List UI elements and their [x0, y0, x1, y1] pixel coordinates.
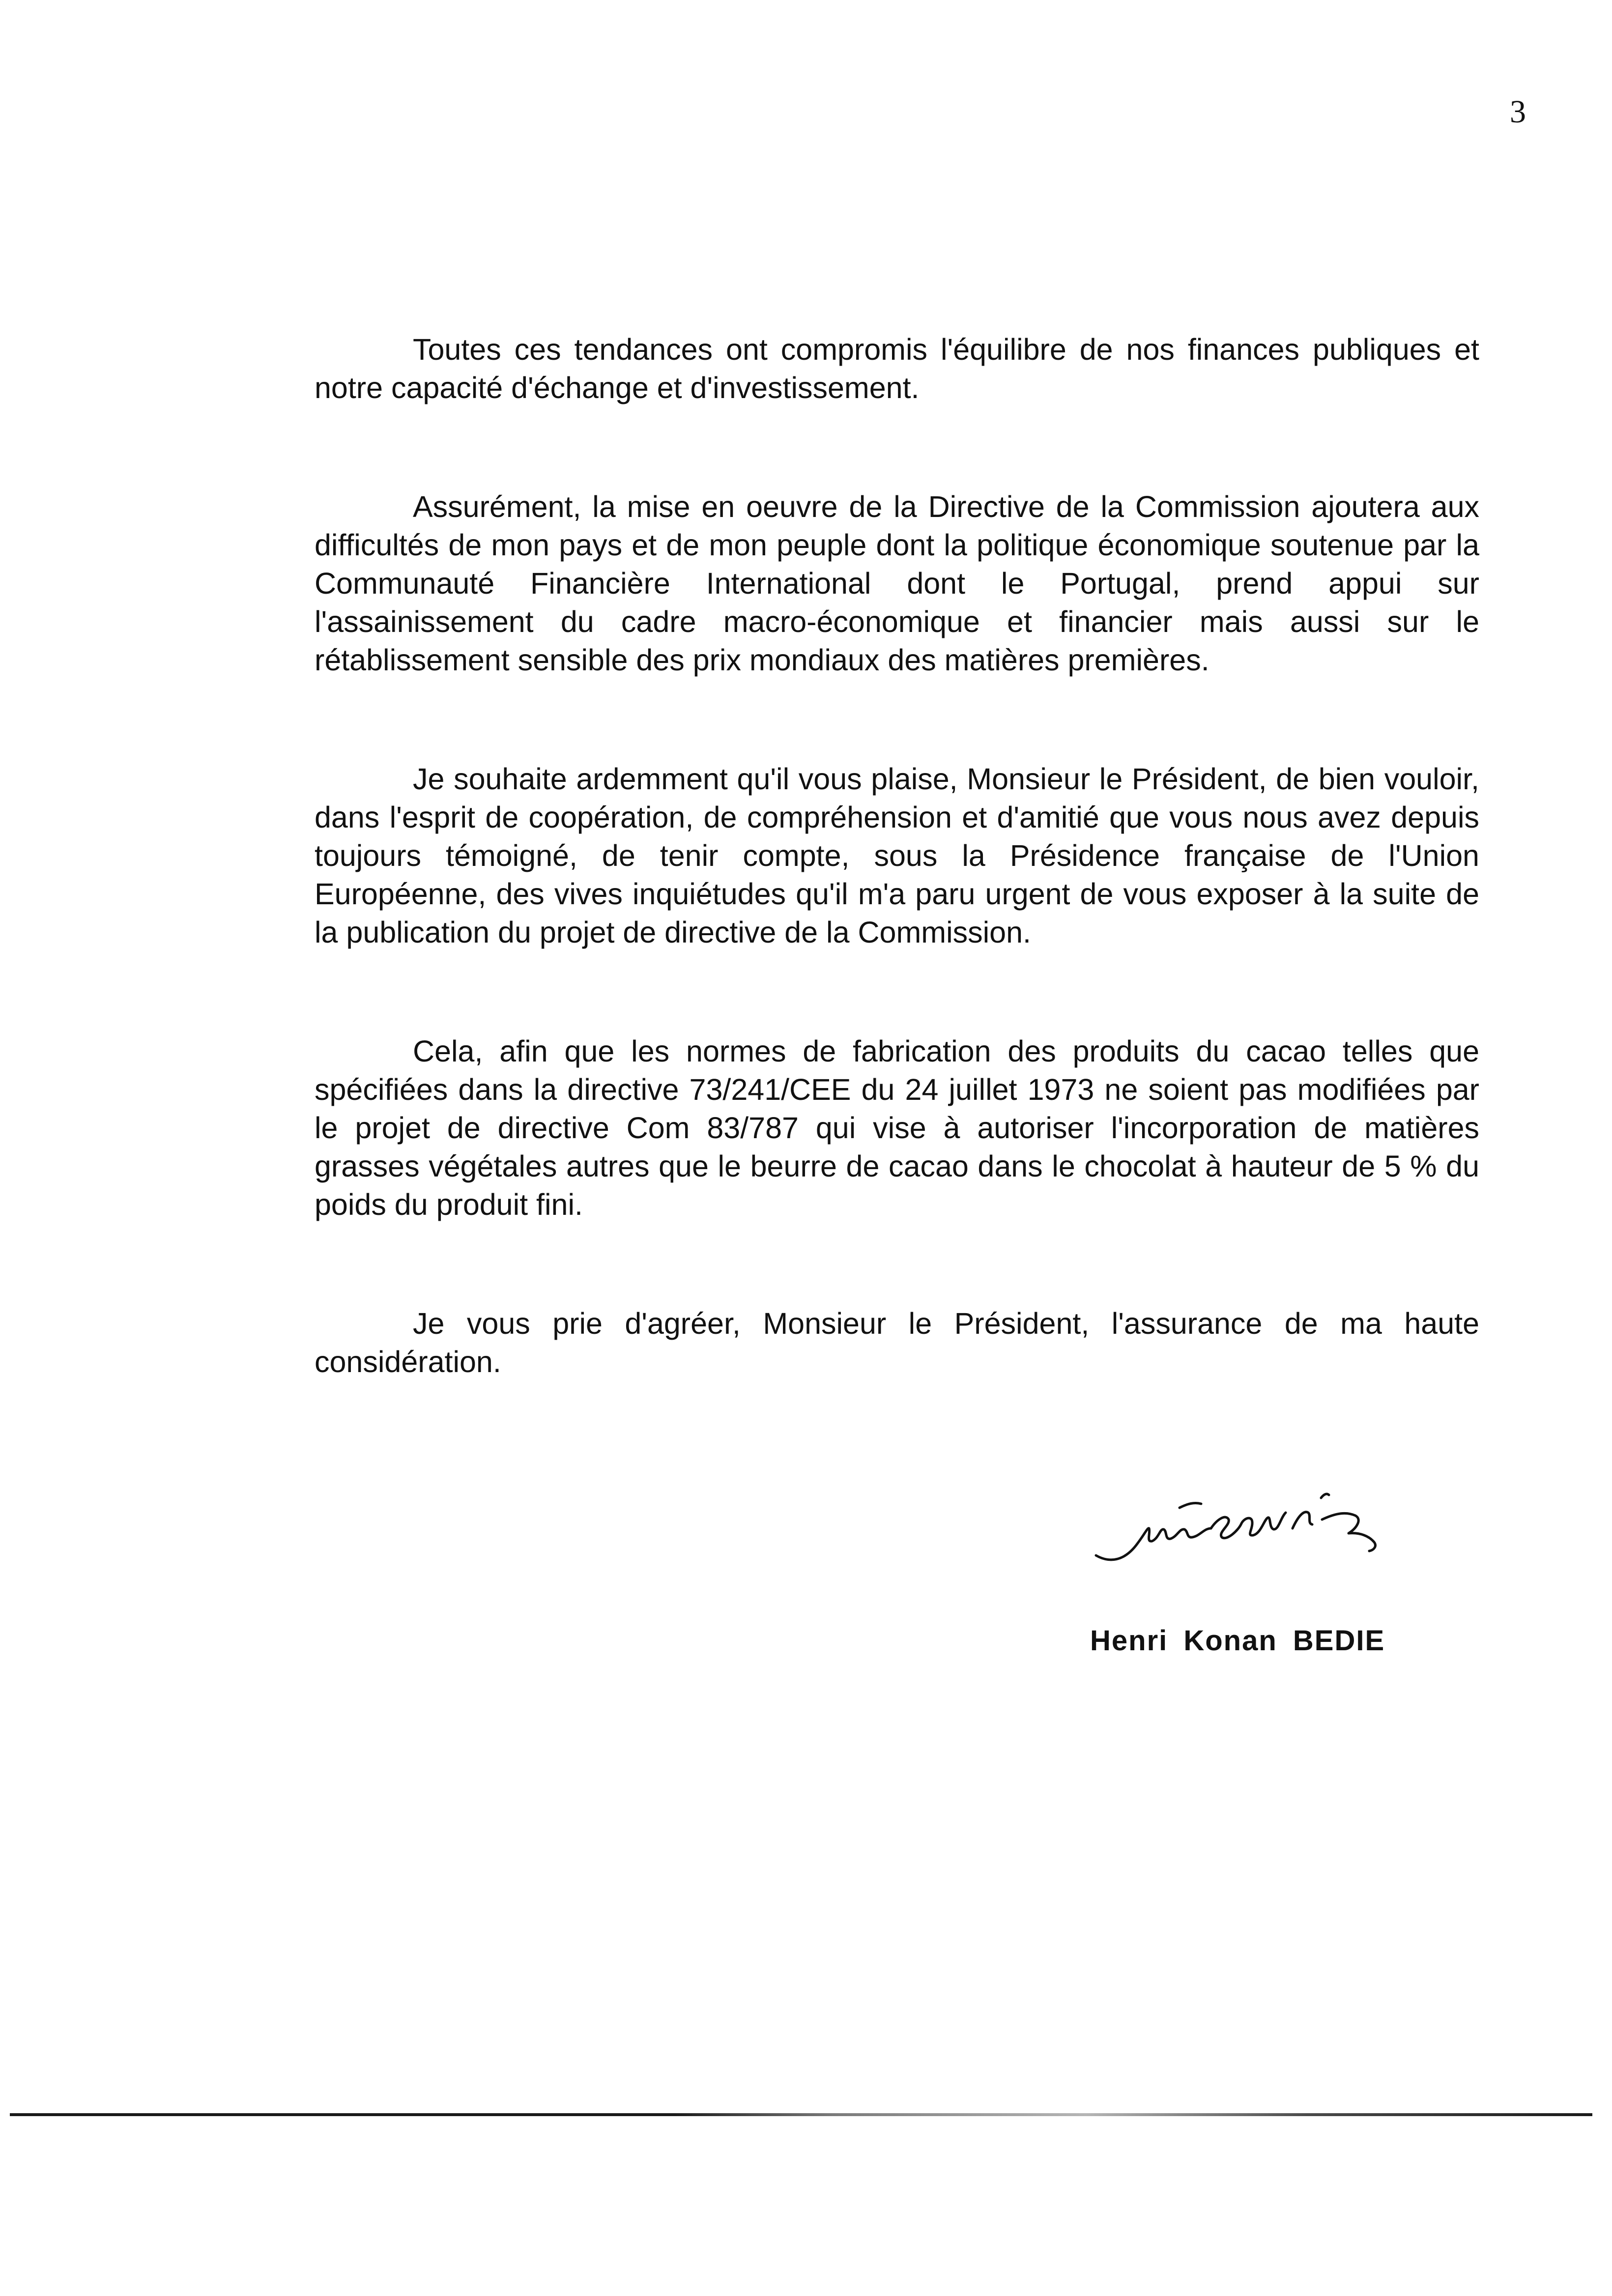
- bottom-rule: [10, 2113, 1592, 2116]
- paragraph-3: Je souhaite ardemment qu'il vous plaise, Monsieur le Président, de bien vouloir, dans l'esprit de coopération, de compréhension et d'amitié que vous nous avez depuis toujours témoigné, de tenir compte, sous la Présidence française de l'Union Européenne, des vives inquiétudes qu'il m'a paru urgent de vous exposer à la suite de la publication du projet de directive de la Commission.: [315, 762, 1479, 949]
- closing-paragraph: Je vous prie d'agréer, Monsieur le Président, l'assurance de ma haute considération.: [315, 1307, 1479, 1378]
- paragraph-1: Toutes ces tendances ont compromis l'équilibre de nos finances publiques et notre capacité d'échange et d'investissement.: [315, 333, 1479, 404]
- letter-body: [315, 330, 1479, 1381]
- paragraph-2: Assurément, la mise en oeuvre de la Directive de la Commission ajoutera aux difficultés de mon pays et de mon peuple dont la politique économique soutenue par la Communauté Financière International dont le Portugal, prend appui sur l'assainissement du cadre macro-économique et financier mais aussi sur le rétablissement sensible des prix mondiaux des matières premières.: [315, 490, 1479, 677]
- signature-icon: [1091, 1455, 1396, 1582]
- paragraph-4: Cela, afin que les normes de fabrication des produits du cacao telles que spécifiées dans la directive 73/241/CEE du 24 juillet 1973 ne soient pas modifiées par le projet de directive Com 83/787 qui vise à autoriser l'incorporation de matières grasses végétales autres que le beurre de cacao dans le chocolat à hauteur de 5 % du poids du produit fini.: [315, 1034, 1479, 1221]
- handwritten-signature: [1091, 1455, 1396, 1582]
- signer-name: Henri Konan BEDIE: [1090, 1625, 1385, 1657]
- page-number: 3: [1510, 94, 1526, 130]
